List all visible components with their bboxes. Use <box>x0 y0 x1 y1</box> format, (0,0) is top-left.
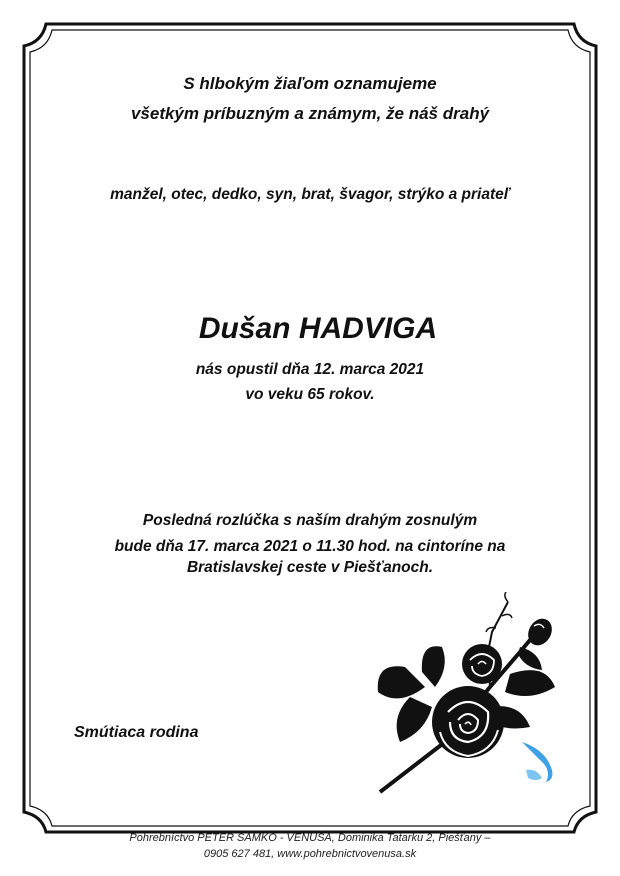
intro-line-1: S hlbokým žiaľom oznamujeme <box>183 74 437 93</box>
deceased-name: Dušan HADVIGA <box>198 312 438 345</box>
relations-line: manžel, otec, dedko, syn, brat, švagor, strýko a priateľ <box>110 186 510 203</box>
farewell-line-2: bude dňa 17. marca 2021 o 11.30 hod. na cintoríne na <box>114 538 506 555</box>
farewell-line-3: Bratislavskej ceste v Piešťanoch. <box>186 559 434 576</box>
footer-contact-line: 0905 627 481, www.pohrebnictvovenusa.sk <box>203 848 417 860</box>
death-date-line: nás opustil dňa 12. marca 2021 <box>195 361 425 378</box>
intro-line-2: všetkým príbuzným a známym, že náš drahý <box>130 104 490 123</box>
age-line: vo veku 65 rokov. <box>245 386 375 403</box>
farewell-line-1: Posledná rozlúčka s naším drahým zosnulým <box>142 512 478 529</box>
signature: Smútiaca rodina <box>74 724 199 741</box>
footer-company-line: Pohrebníctvo PETER SAMKO - VENUŠA, Dominika Tatarku 2, Piešťany – <box>129 832 491 844</box>
blue-flame-icon <box>518 740 558 784</box>
